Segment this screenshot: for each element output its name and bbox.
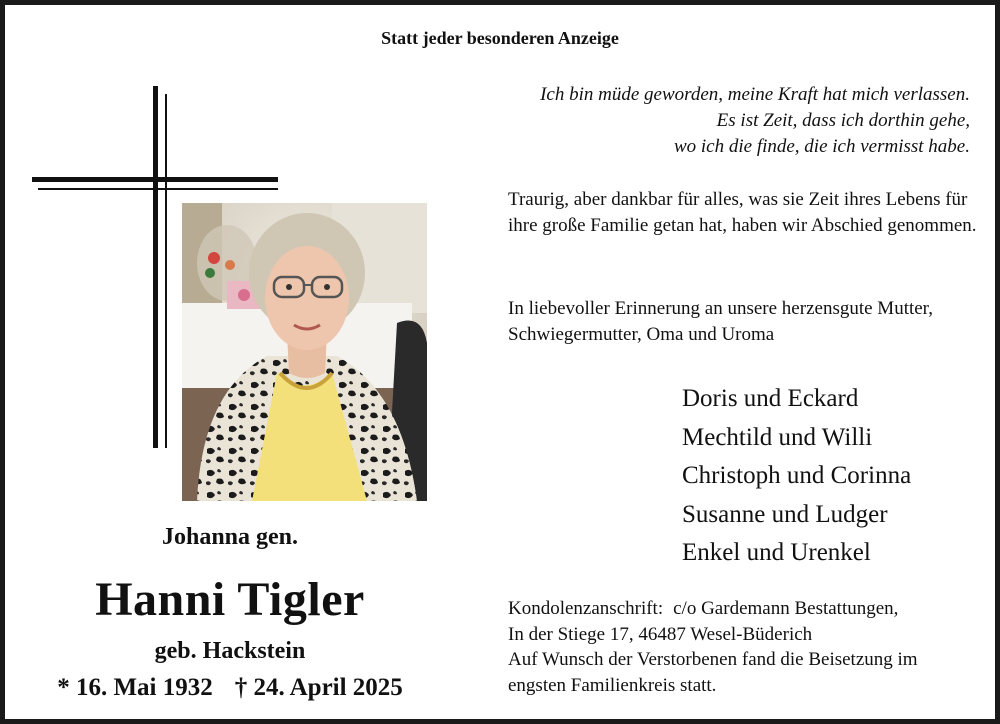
family-list (682, 380, 911, 573)
death-date: † 24. April 2025 (234, 674, 403, 701)
life-dates (30, 674, 430, 702)
condolence-address (508, 596, 978, 698)
maiden-name: geb. Hackstein (154, 638, 306, 664)
birth-date: * 16. Mai 1932 (57, 674, 213, 701)
poem (490, 82, 970, 160)
family-member: Mechtild und Willi (682, 423, 873, 451)
deceased-name: Hanni Tigler (95, 573, 365, 626)
condolence-line: In der Stiege 17, 46487 Wesel-Büderich (508, 623, 813, 645)
farewell-paragraph: Traurig, aber dankbar für alles, was sie Zeit ihres Lebens für ihre große Familie getan hat, haben wir Abschied genommen. (508, 189, 977, 236)
poem-line: Es ist Zeit, dass ich dorthin gehe, (716, 110, 970, 131)
poem-line: wo ich die finde, die ich vermisst habe. (673, 136, 970, 157)
family-member: Susanne und Ludger (682, 500, 888, 528)
burial-note: engsten Familienkreis statt. (508, 674, 717, 696)
memory-paragraph: In liebevoller Erinnerung an unsere herzensgute Mutter, Schwiegermutter, Oma und Uroma (508, 298, 933, 345)
poem-line: Ich bin müde geworden, meine Kraft hat mich verlassen. (540, 84, 970, 105)
called-name: Johanna gen. (161, 524, 299, 550)
family-member: Enkel und Urenkel (682, 539, 871, 566)
family-member: Doris und Eckard (682, 385, 859, 412)
header-notice: Statt jeder besonderen Anzeige (381, 28, 619, 48)
condolence-label: Kondolenzanschrift: (508, 598, 664, 619)
family-member: Christoph und Corinna (682, 462, 912, 489)
condolence-line: c/o Gardemann Bestattungen, (673, 598, 899, 619)
portrait-photo (182, 203, 427, 501)
burial-note: Auf Wunsch der Verstorbenen fand die Beisetzung im (508, 649, 918, 670)
